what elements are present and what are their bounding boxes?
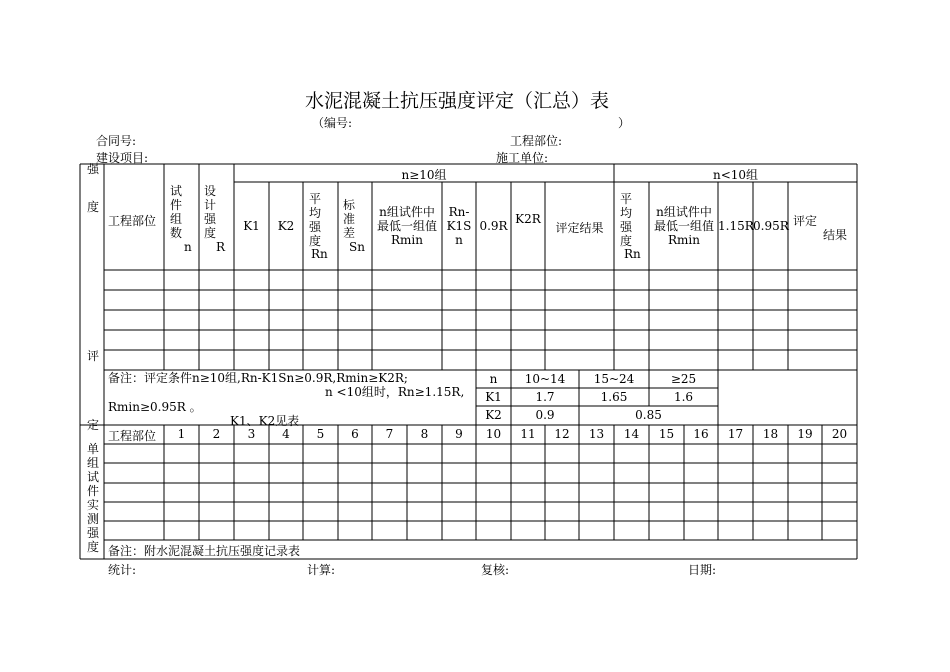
header-n-ge-10: n≥10组 [401,168,447,182]
remark-line2: n <10组时，Rn≥1.15R, [325,385,465,399]
footer-calc: 计算: [307,563,336,577]
single-group-label: 单组试件实测强度 [86,442,99,554]
k-table-k1-value-3: 1.6 [673,390,694,404]
header-K2: K2 [277,219,295,233]
remark-line4: K1、K2见表 [230,414,300,428]
k-table-range-1: 10~14 [524,372,566,386]
dept-label: 工程部位: [510,134,563,148]
numbers-row-label: 工程部位 [108,429,157,443]
ding-label: 定 [86,418,99,432]
number-cell-12: 12 [554,427,570,441]
number-cell-3: 3 [247,427,256,441]
header-K1: K1 [243,219,260,233]
header-eval-result-2a: 评定 [793,214,818,228]
header-R: R [216,240,226,254]
k-table-k2-label: K2 [485,408,502,422]
header-0.9R: 0.9R [479,219,508,233]
number-cell-18: 18 [762,427,779,441]
header-n-lt-10: n<10组 [712,168,759,182]
number-cell-11: 11 [520,427,536,441]
header-sample-count: 试件组数 [169,184,182,240]
header-avg-strength-2: 平均强度 [619,192,632,248]
footer-stats: 统计: [108,563,137,577]
number-cell-4: 4 [282,427,290,441]
number-cell-14: 14 [623,427,640,441]
page-title: 水泥混凝土抗压强度评定（汇总）表 [305,90,610,112]
number-cell-8: 8 [420,427,429,441]
strength-label-2: 度 [86,200,99,214]
serial-label: （编号: [312,116,353,130]
header-design-strength: 设计强度 [203,184,216,240]
header-Rn-2: Rn [624,247,641,261]
k-table-k2-value-2: 0.85 [635,408,662,422]
footer-date: 日期: [688,563,717,577]
k-table-range-2: 15~24 [593,372,635,386]
header-eval-result-2b: 结果 [823,228,848,242]
header-K2R: K2R [515,212,541,226]
header-min-value: n组试件中最低一组值Rmin [376,205,437,247]
header-avg-strength: 平均强度 [308,192,321,248]
number-cell-1: 1 [177,427,186,441]
remark-line1: 备注：评定条件n≥10组,Rn-K1Sn≥0.9R,Rmin≥K2R; [108,371,408,385]
serial-close: ） [618,116,631,130]
footer-review: 复核: [481,563,510,577]
header-min-value-2: n组试件中最低一组值Rmin [653,205,714,247]
header-n: n [184,240,192,254]
k-table-range-3: ≥25 [670,372,697,386]
remark-line3: Rmin≥0.95R 。 [108,400,202,414]
k-table-k1-value-1: 1.7 [535,390,555,404]
number-cell-9: 9 [455,427,463,441]
header-Rn: Rn [311,247,328,261]
number-cell-20: 20 [831,427,848,441]
construction-label: 施工单位: [496,151,549,165]
project-label: 建设项目: [96,151,149,165]
eval-label: 评 [86,349,99,363]
header-0.95R: 0.95R [753,219,789,233]
header-1.15R: 1.15R [718,219,754,233]
header-part: 工程部位 [108,214,157,228]
contract-label: 合同号: [96,134,137,148]
bottom-remark: 备注：附水泥混凝土抗压强度记录表 [108,544,301,558]
number-cell-17: 17 [727,427,744,441]
header-Sn: Sn [349,240,365,254]
k-table-n-label: n [489,372,498,386]
strength-label-1: 强 [86,162,99,176]
number-cell-7: 7 [385,427,394,441]
k-table-k1-value-2: 1.65 [600,390,628,404]
header-rn-k1sn: Rn-K1Sn [446,205,472,247]
number-cell-2: 2 [212,427,221,441]
k-table-k2-value-1: 0.9 [535,408,555,422]
number-cell-16: 16 [693,427,709,441]
number-cell-5: 5 [316,427,325,441]
header-std-dev: 标准差 [342,198,355,240]
k-table-k1-label: K1 [485,390,502,404]
number-cell-19: 19 [797,427,813,441]
number-cell-15: 15 [658,427,675,441]
number-cell-6: 6 [351,427,359,441]
header-eval-result: 评定结果 [555,221,604,235]
number-cell-10: 10 [485,427,502,441]
number-cell-13: 13 [588,427,605,441]
